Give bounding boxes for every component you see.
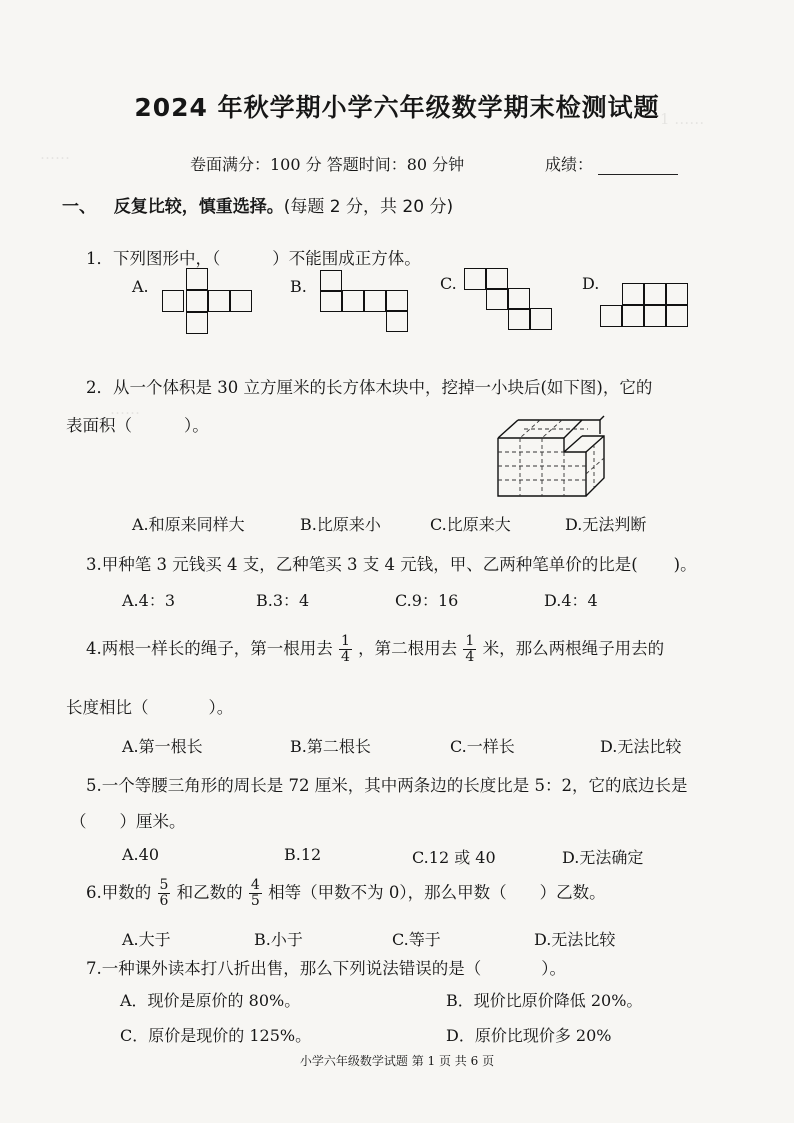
question-5: 5.一个等腰三角形的周长是 72 厘米，其中两条边的长度比是 5：2，它的底边长是 bbox=[86, 776, 688, 795]
exam-time: 答题时间：80 分钟 bbox=[326, 155, 465, 174]
option-b: B.第二根长 bbox=[290, 737, 371, 756]
option-b: B.比原来小 bbox=[300, 515, 381, 534]
section-heading: 一、 反复比较，慎重选择。(每题 2 分，共 20 分) bbox=[62, 197, 454, 217]
option-d: D.无法确定 bbox=[562, 848, 644, 867]
option-d: D．原价比现价多 20% bbox=[446, 1026, 612, 1045]
option-b: B.3：4 bbox=[256, 591, 310, 610]
score-blank bbox=[598, 156, 678, 175]
option-a: A.4：3 bbox=[122, 591, 176, 610]
option-d: D.无法比较 bbox=[534, 930, 616, 949]
option-label: A. bbox=[132, 277, 149, 296]
score-field bbox=[545, 152, 678, 175]
option-b: B.小于 bbox=[254, 930, 303, 949]
question-1: 1．下列图形中，（ ）不能围成正方体。 bbox=[86, 249, 421, 268]
option-a: A.40 bbox=[122, 845, 159, 864]
option-c: C.比原来大 bbox=[430, 515, 511, 534]
fraction: $\frac{1}{4}$ bbox=[465, 633, 475, 665]
question-2: 2．从一个体积是 30 立方厘米的长方体木块中，挖掉一小块后(如下图)，它的 bbox=[86, 378, 653, 397]
option-d: D.无法判断 bbox=[565, 515, 647, 534]
question-2-line2: 表面积（ ）。 bbox=[66, 416, 209, 435]
fraction: $\frac{5}{6}$ bbox=[159, 877, 169, 909]
option-c: C.9：16 bbox=[395, 591, 459, 610]
score-label: 成绩： bbox=[545, 155, 594, 174]
option-label: D. bbox=[582, 274, 600, 293]
page-footer: 小学六年级数学试题 第 1 页 共 6 页 bbox=[299, 1054, 495, 1068]
option-label: C. bbox=[440, 274, 457, 293]
option-d: D.4：4 bbox=[544, 591, 598, 610]
question-6: 6.甲数的 $\frac{5}{6}$ 和乙数的 $\frac{4}{5}$ 相等（甲数不为 0），那么甲数（ ）乙数。 bbox=[86, 877, 606, 909]
question-4: 4.两根一样长的绳子，第一根用去 $\frac{1}{4}$ ，第二根用去 $\frac{1}{4}$ 米，那么两根绳子用去的 bbox=[86, 633, 665, 665]
page-title: 2024 年秋学期小学六年级数学期末检测试题 bbox=[134, 93, 660, 122]
option-b: B．现价比原价降低 20%。 bbox=[446, 991, 643, 1010]
option-a: A.和原来同样大 bbox=[132, 515, 245, 534]
question-5-line2: （ ）厘米。 bbox=[70, 812, 186, 831]
bleed-through-text: …… bbox=[110, 400, 140, 418]
option-b: B.12 bbox=[284, 845, 322, 864]
option-label: B. bbox=[290, 277, 307, 296]
fraction: $\frac{1}{4}$ bbox=[341, 633, 350, 665]
option-c: C.等于 bbox=[392, 930, 441, 949]
fraction: $\frac{4}{5}$ bbox=[250, 877, 260, 909]
bleed-through-text: 1 …… bbox=[660, 110, 705, 128]
full-score: 卷面满分：100 分 答题时间：80 分钟 bbox=[190, 155, 465, 174]
cuboid-figure bbox=[492, 408, 620, 498]
option-a: A.大于 bbox=[122, 930, 171, 949]
option-a: A.第一根长 bbox=[122, 737, 203, 756]
option-a: A．现价是原价的 80%。 bbox=[120, 991, 301, 1010]
option-d: D.无法比较 bbox=[600, 737, 682, 756]
question-4-line2: 长度相比（ ）。 bbox=[66, 698, 234, 717]
option-c: C.一样长 bbox=[450, 737, 515, 756]
question-7: 7.一种课外读本打八折出售，那么下列说法错误的是（ ）。 bbox=[86, 959, 566, 978]
question-3: 3.甲种笔 3 元钱买 4 支，乙种笔买 3 支 4 元钱，甲、乙两种笔单价的比是( )。 bbox=[86, 555, 697, 574]
option-c: C.12 或 40 bbox=[412, 848, 496, 867]
option-c: C．原价是现价的 125%。 bbox=[120, 1026, 312, 1045]
bleed-through-text: …… bbox=[40, 145, 70, 163]
